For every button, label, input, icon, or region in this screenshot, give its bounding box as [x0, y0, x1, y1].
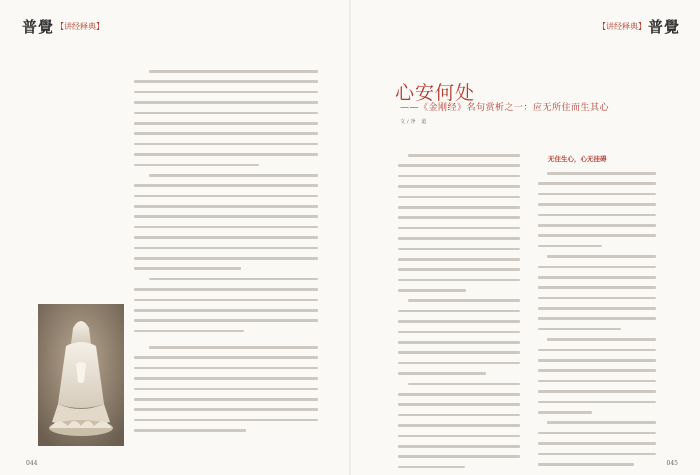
text-line: [398, 233, 520, 243]
text-line: [134, 222, 318, 232]
text-line: [398, 368, 520, 378]
text-line: [134, 180, 318, 190]
column-name: 【讲经释典】: [597, 22, 646, 31]
text-line: [134, 66, 318, 76]
text-line: [538, 386, 656, 396]
text-line: [134, 149, 318, 159]
text-line: [134, 232, 318, 242]
text-line: [134, 363, 318, 373]
text-line: [134, 326, 318, 336]
text-line: [398, 347, 520, 357]
text-line: [398, 358, 520, 368]
text-line: [134, 211, 318, 221]
page-number-left: 044: [26, 460, 38, 467]
text-line: [398, 410, 520, 420]
text-line: [134, 342, 318, 352]
text-line: [134, 128, 318, 138]
text-line: [538, 293, 656, 303]
text-line: [538, 365, 656, 375]
page-number-right: 045: [666, 460, 678, 467]
text-line: [134, 201, 318, 211]
text-line: [134, 394, 318, 404]
text-line: [398, 171, 520, 181]
text-line: [134, 139, 318, 149]
text-line: [398, 389, 520, 399]
guanyin-statue-image: [38, 304, 124, 446]
text-line: [538, 178, 656, 188]
text-line: [134, 263, 318, 273]
text-line: [134, 425, 318, 435]
article-subtitle: ——《金刚经》名句赏析之一：应无所住而生其心: [400, 103, 610, 113]
text-line: [134, 243, 318, 253]
left-body-text: [134, 66, 318, 336]
text-line: [134, 108, 318, 118]
text-line: [134, 415, 318, 425]
text-line: [538, 262, 656, 272]
text-line: [398, 275, 520, 285]
text-line: [398, 150, 520, 160]
header-right: [598, 16, 680, 37]
text-line: [538, 230, 656, 240]
article-title: 心安何处: [395, 82, 476, 104]
text-line: [134, 315, 318, 325]
text-line: [398, 244, 520, 254]
left-body-text-2: [134, 342, 318, 436]
text-line: [538, 272, 656, 282]
text-line: [398, 462, 520, 472]
text-line: [398, 306, 520, 316]
text-line: [398, 399, 520, 409]
text-line: [134, 253, 318, 263]
text-line: [398, 202, 520, 212]
text-line: [538, 459, 656, 469]
text-line: [538, 376, 656, 386]
magazine-logo: 普覺: [22, 18, 55, 36]
text-line: [538, 210, 656, 220]
text-line: [538, 220, 656, 230]
section-heading: 无住生心，心无挂碍: [548, 155, 607, 163]
text-line: [538, 417, 656, 427]
text-line: [398, 316, 520, 326]
text-line: [398, 160, 520, 170]
text-line: [538, 313, 656, 323]
text-line: [134, 284, 318, 294]
column-name: 【讲经释典】: [56, 22, 105, 31]
text-line: [398, 285, 520, 295]
text-line: [538, 324, 656, 334]
text-line: [398, 431, 520, 441]
text-line: [134, 160, 318, 170]
text-line: [538, 334, 656, 344]
text-line: [398, 441, 520, 451]
text-line: [134, 118, 318, 128]
text-line: [538, 189, 656, 199]
right-body-text: [398, 150, 520, 472]
text-line: [538, 345, 656, 355]
text-line: [134, 76, 318, 86]
text-line: [538, 438, 656, 448]
text-line: [134, 87, 318, 97]
text-line: [538, 397, 656, 407]
text-line: [538, 251, 656, 261]
text-line: [134, 404, 318, 414]
text-line: [538, 355, 656, 365]
text-line: [134, 352, 318, 362]
text-line: [134, 373, 318, 383]
text-line: [398, 223, 520, 233]
text-line: [538, 407, 656, 417]
text-line: [538, 282, 656, 292]
text-line: [398, 264, 520, 274]
text-line: [398, 181, 520, 191]
text-line: [398, 192, 520, 202]
page-gutter: [349, 0, 351, 475]
text-line: [134, 295, 318, 305]
text-line: [134, 97, 318, 107]
text-line: [398, 254, 520, 264]
text-line: [398, 379, 520, 389]
text-line: [538, 428, 656, 438]
text-line: [398, 337, 520, 347]
text-line: [134, 384, 318, 394]
text-line: [398, 451, 520, 461]
right-body-text-2: [538, 168, 656, 469]
text-line: [398, 295, 520, 305]
text-line: [398, 420, 520, 430]
text-line: [134, 191, 318, 201]
text-line: [134, 305, 318, 315]
text-line: [398, 327, 520, 337]
text-line: [538, 449, 656, 459]
text-line: [134, 170, 318, 180]
text-line: [538, 168, 656, 178]
text-line: [538, 199, 656, 209]
text-line: [538, 303, 656, 313]
text-line: [134, 274, 318, 284]
magazine-logo: 普覺: [647, 18, 680, 36]
text-line: [538, 241, 656, 251]
text-line: [398, 212, 520, 222]
article-author: 文/净 道: [400, 119, 429, 125]
header-left: [22, 16, 104, 37]
